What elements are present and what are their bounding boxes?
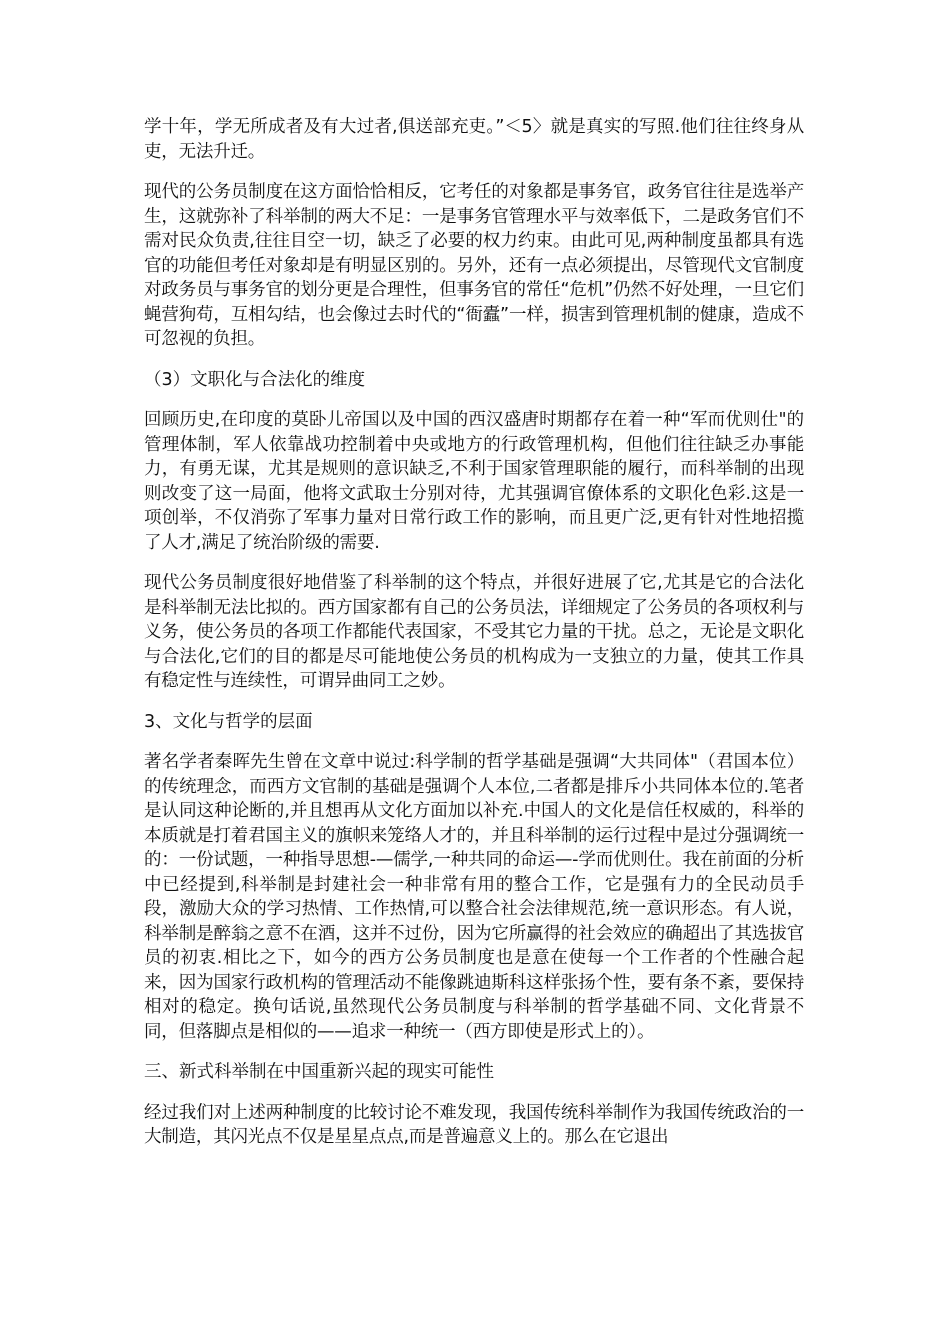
paragraph-1: 学十年，学无所成者及有大过者,俱送部充吏。”＜5〉就是真实的写照.他们往往终身从吏，无法升迁。 xyxy=(144,117,804,162)
section-heading-culture-philosophy: 3、文化与哲学的层面 xyxy=(144,711,313,732)
document-page xyxy=(144,115,804,1166)
paragraph-4: 现代公务员制度很好地借鉴了科举制的这个特点，并很好进展了它,尤其是它的合法化是科举制无法比拟的。西方国家都有自己的公务员法，详细规定了公务员的各项权利与义务，使公务员的各项工作都能代表国家，不受其它力量的干扰。总之，无论是文职化与合法化,它们的目的都是尽可能地使公务员的机构成为一支独立的力量，使其工作具有稳定性与连续性，可谓异曲同工之妙。 xyxy=(144,573,804,691)
paragraph-3: 回顾历史,在印度的莫卧儿帝国以及中国的西汉盛唐时期都存在着一种“军而优则仕"的管理体制，军人依靠战功控制着中央或地方的行政管理机构，但他们往往缺乏办事能力，有勇无谋，尤其是规则的意识缺乏,不利于国家管理职能的履行，而科举制的出现则改变了这一局面，他将文武取士分别对待，尤其强调官僚体系的文职化色彩.这是一项创举，不仅消弥了军事力量对日常行政工作的影响，而且更广泛,更有针对性地招揽了人才,满足了统治阶级的需要. xyxy=(144,410,804,553)
paragraph-6: 经过我们对上述两种制度的比较讨论不难发现，我国传统科举制作为我国传统政治的一大制造，其闪光点不仅是星星点点,而是普遍意义上的。那么在它退出 xyxy=(144,1102,804,1147)
section-heading-new-exam-system: 三、新式科举制在中国重新兴起的现实可能性 xyxy=(144,1062,494,1082)
paragraph-5: 著名学者秦晖先生曾在文章中说过:科学制的哲学基础是强调“大共同体"（君国本位）的传统理念，而西方文官制的基础是强调个人本位,二者都是排斥小共同体本位的.笔者是认同这种论断的,并且想再从文化方面加以补充.中国人的文化是信任权威的，科举的本质就是打着君国主义的旗帜来笼络人才的，并且科举制的运行过程中是过分强调统一的：一份试题，一种指导思想-—儒学,一种共同的命运—-学而优则仕。我在前面的分析中已经提到,科举制是封建社会一种非常有用的整合工作，它是强有力的全民动员手段，激励大众的学习热情、工作热情,可以整合社会法律规范,统一意识形态。有人说，科举制是醉翁之意不在酒，这并不过份，因为它所赢得的社会效应的确超出了其选拔官员的初衷.相比之下，如今的西方公务员制度也是意在使每一个工作者的个性融合起来，因为国家行政机构的管理活动不能像跳迪斯科这样张扬个性，要有条不紊，要保持相对的稳定。换句话说,虽然现代公务员制度与科举制的哲学基础不同、文化背景不同，但落脚点是相似的——追求一种统一（西方即使是形式上的）。 xyxy=(144,752,804,1042)
paragraph-2: 现代的公务员制度在这方面恰恰相反，它考任的对象都是事务官，政务官往往是选举产生，这就弥补了科举制的两大不足：一是事务官管理水平与效率低下，二是政务官们不需对民众负责,往往目空一切，缺乏了必要的权力约束。由此可见,两种制度虽都具有选官的功能但考任对象却是有明显区别的。另外，还有一点必须提出，尽管现代文官制度对政务员与事务官的划分更是合理性，但事务官的常任“危机”仍然不好处理，一旦它们蝇营狗苟，互相勾结，也会像过去时代的“衙蠹”一样，损害到管理机制的健康，造成不可忽视的负担。 xyxy=(144,182,804,349)
section-heading-civilianization: （3）文职化与合法化的维度 xyxy=(144,369,366,390)
